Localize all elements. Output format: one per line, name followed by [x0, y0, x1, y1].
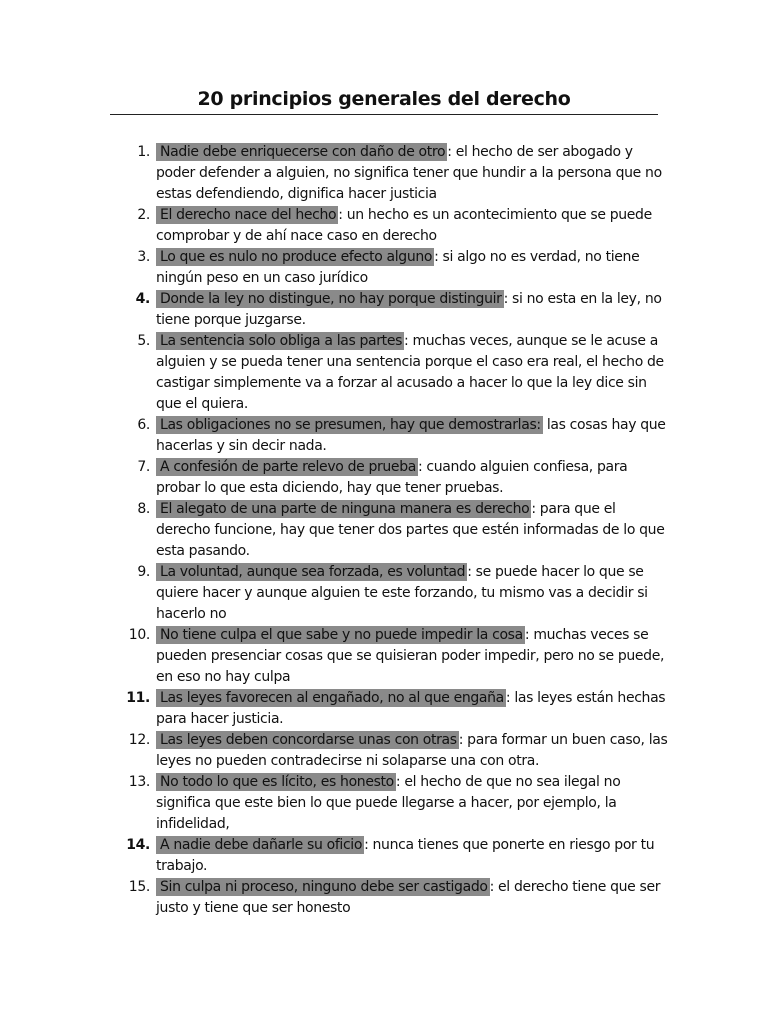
- principle-explanation: las cosas hay que hacerlas y sin decir nada.: [156, 417, 666, 454]
- item-number: 1.: [137, 144, 150, 160]
- principle-explanation: : para formar un buen caso, las leyes no pueden contradecirse ni solaparse una con otra.: [156, 732, 668, 769]
- item-number: 8.: [137, 501, 150, 517]
- principle-explanation: : el hecho de que no sea ilegal no significa que este bien lo que puede llegarse a hacer, por ejemplo, la infidelidad,: [156, 774, 621, 832]
- list-item: [110, 835, 670, 877]
- highlighted-principle: Las leyes deben concordarse unas con otras: [156, 731, 459, 749]
- item-number: 6.: [137, 417, 150, 433]
- list-item: [110, 730, 670, 772]
- highlighted-principle: Las obligaciones no se presumen, hay que demostrarlas:: [156, 416, 543, 434]
- highlighted-principle: A confesión de parte relevo de prueba: [156, 458, 418, 476]
- item-number: 4.: [135, 291, 150, 307]
- list-item: [110, 499, 670, 562]
- highlighted-principle: Lo que es nulo no produce efecto alguno: [156, 248, 434, 266]
- list-item: [110, 247, 670, 289]
- principle-explanation: : nunca tienes que ponerte en riesgo por tu trabajo.: [156, 837, 655, 874]
- item-number: 9.: [137, 564, 150, 580]
- principle-explanation: : muchas veces se pueden presenciar cosas que se quisieran poder impedir, pero no se puede, en eso no hay culpa: [156, 627, 665, 685]
- list-item: [110, 562, 670, 625]
- item-number: 7.: [137, 459, 150, 475]
- list-item: [110, 457, 670, 499]
- principle-explanation: : el hecho de ser abogado y poder defender a alguien, no significa tener que hundir a la persona que no estas defendiendo, dignifica hacer justicia: [156, 144, 662, 202]
- document-title: 20 principios generales del derecho: [197, 88, 571, 110]
- item-number: 12.: [128, 732, 150, 748]
- highlighted-principle: No todo lo que es lícito, es honesto: [156, 773, 396, 791]
- list-item: [110, 625, 670, 688]
- principle-explanation: : si no esta en la ley, no tiene porque juzgarse.: [156, 291, 662, 328]
- list-item: [110, 142, 670, 205]
- principle-explanation: : cuando alguien confiesa, para probar lo que esta diciendo, hay que tener pruebas.: [156, 459, 628, 496]
- list-item: [110, 688, 670, 730]
- list-item: [110, 415, 670, 457]
- principle-explanation: : las leyes están hechas para hacer justicia.: [156, 690, 666, 727]
- list-item: [110, 331, 670, 415]
- principle-explanation: : el derecho tiene que ser justo y tiene que ser honesto: [156, 879, 661, 916]
- item-number: 3.: [137, 249, 150, 265]
- item-number: 2.: [137, 207, 150, 223]
- highlighted-principle: El derecho nace del hecho: [156, 206, 338, 224]
- list-item: [110, 772, 670, 835]
- highlighted-principle: Las leyes favorecen al engañado, no al que engaña: [156, 689, 506, 707]
- principles-list: [110, 142, 670, 919]
- principle-explanation: : muchas veces, aunque se le acuse a alguien y se pueda tener una sentencia porque el caso era real, el hecho de castigar simplemente va a forzar al acusado a hacer lo que la ley dice sin que el quiera.: [156, 333, 664, 412]
- item-number: 11.: [126, 690, 150, 706]
- highlighted-principle: El alegato de una parte de ninguna manera es derecho: [156, 500, 531, 518]
- list-item: [110, 289, 670, 331]
- list-item: [110, 205, 670, 247]
- highlighted-principle: No tiene culpa el que sabe y no puede impedir la cosa: [156, 626, 525, 644]
- highlighted-principle: Sin culpa ni proceso, ninguno debe ser castigado: [156, 878, 490, 896]
- principle-explanation: : si algo no es verdad, no tiene ningún peso en un caso jurídico: [156, 249, 640, 286]
- item-number: 5.: [137, 333, 150, 349]
- highlighted-principle: Nadie debe enriquecerse con daño de otro: [156, 143, 447, 161]
- principle-explanation: : se puede hacer lo que se quiere hacer y aunque alguien te este forzando, tu mismo vas a decidir si hacerlo no: [156, 564, 648, 622]
- principle-explanation: : para que el derecho funcione, hay que tener dos partes que estén informadas de lo que esta pasando.: [156, 501, 665, 559]
- principle-explanation: : un hecho es un acontecimiento que se puede comprobar y de ahí nace caso en derecho: [156, 207, 652, 244]
- highlighted-principle: Donde la ley no distingue, no hay porque distinguir: [156, 290, 504, 308]
- highlighted-principle: A nadie debe dañarle su oficio: [156, 836, 364, 854]
- list-item: [110, 877, 670, 919]
- item-number: 10.: [128, 627, 150, 643]
- highlighted-principle: La sentencia solo obliga a las partes: [156, 332, 404, 350]
- highlighted-principle: La voluntad, aunque sea forzada, es voluntad: [156, 563, 467, 581]
- item-number: 14.: [126, 837, 150, 853]
- item-number: 15.: [128, 879, 150, 895]
- title-underline: [110, 114, 658, 115]
- item-number: 13.: [128, 774, 150, 790]
